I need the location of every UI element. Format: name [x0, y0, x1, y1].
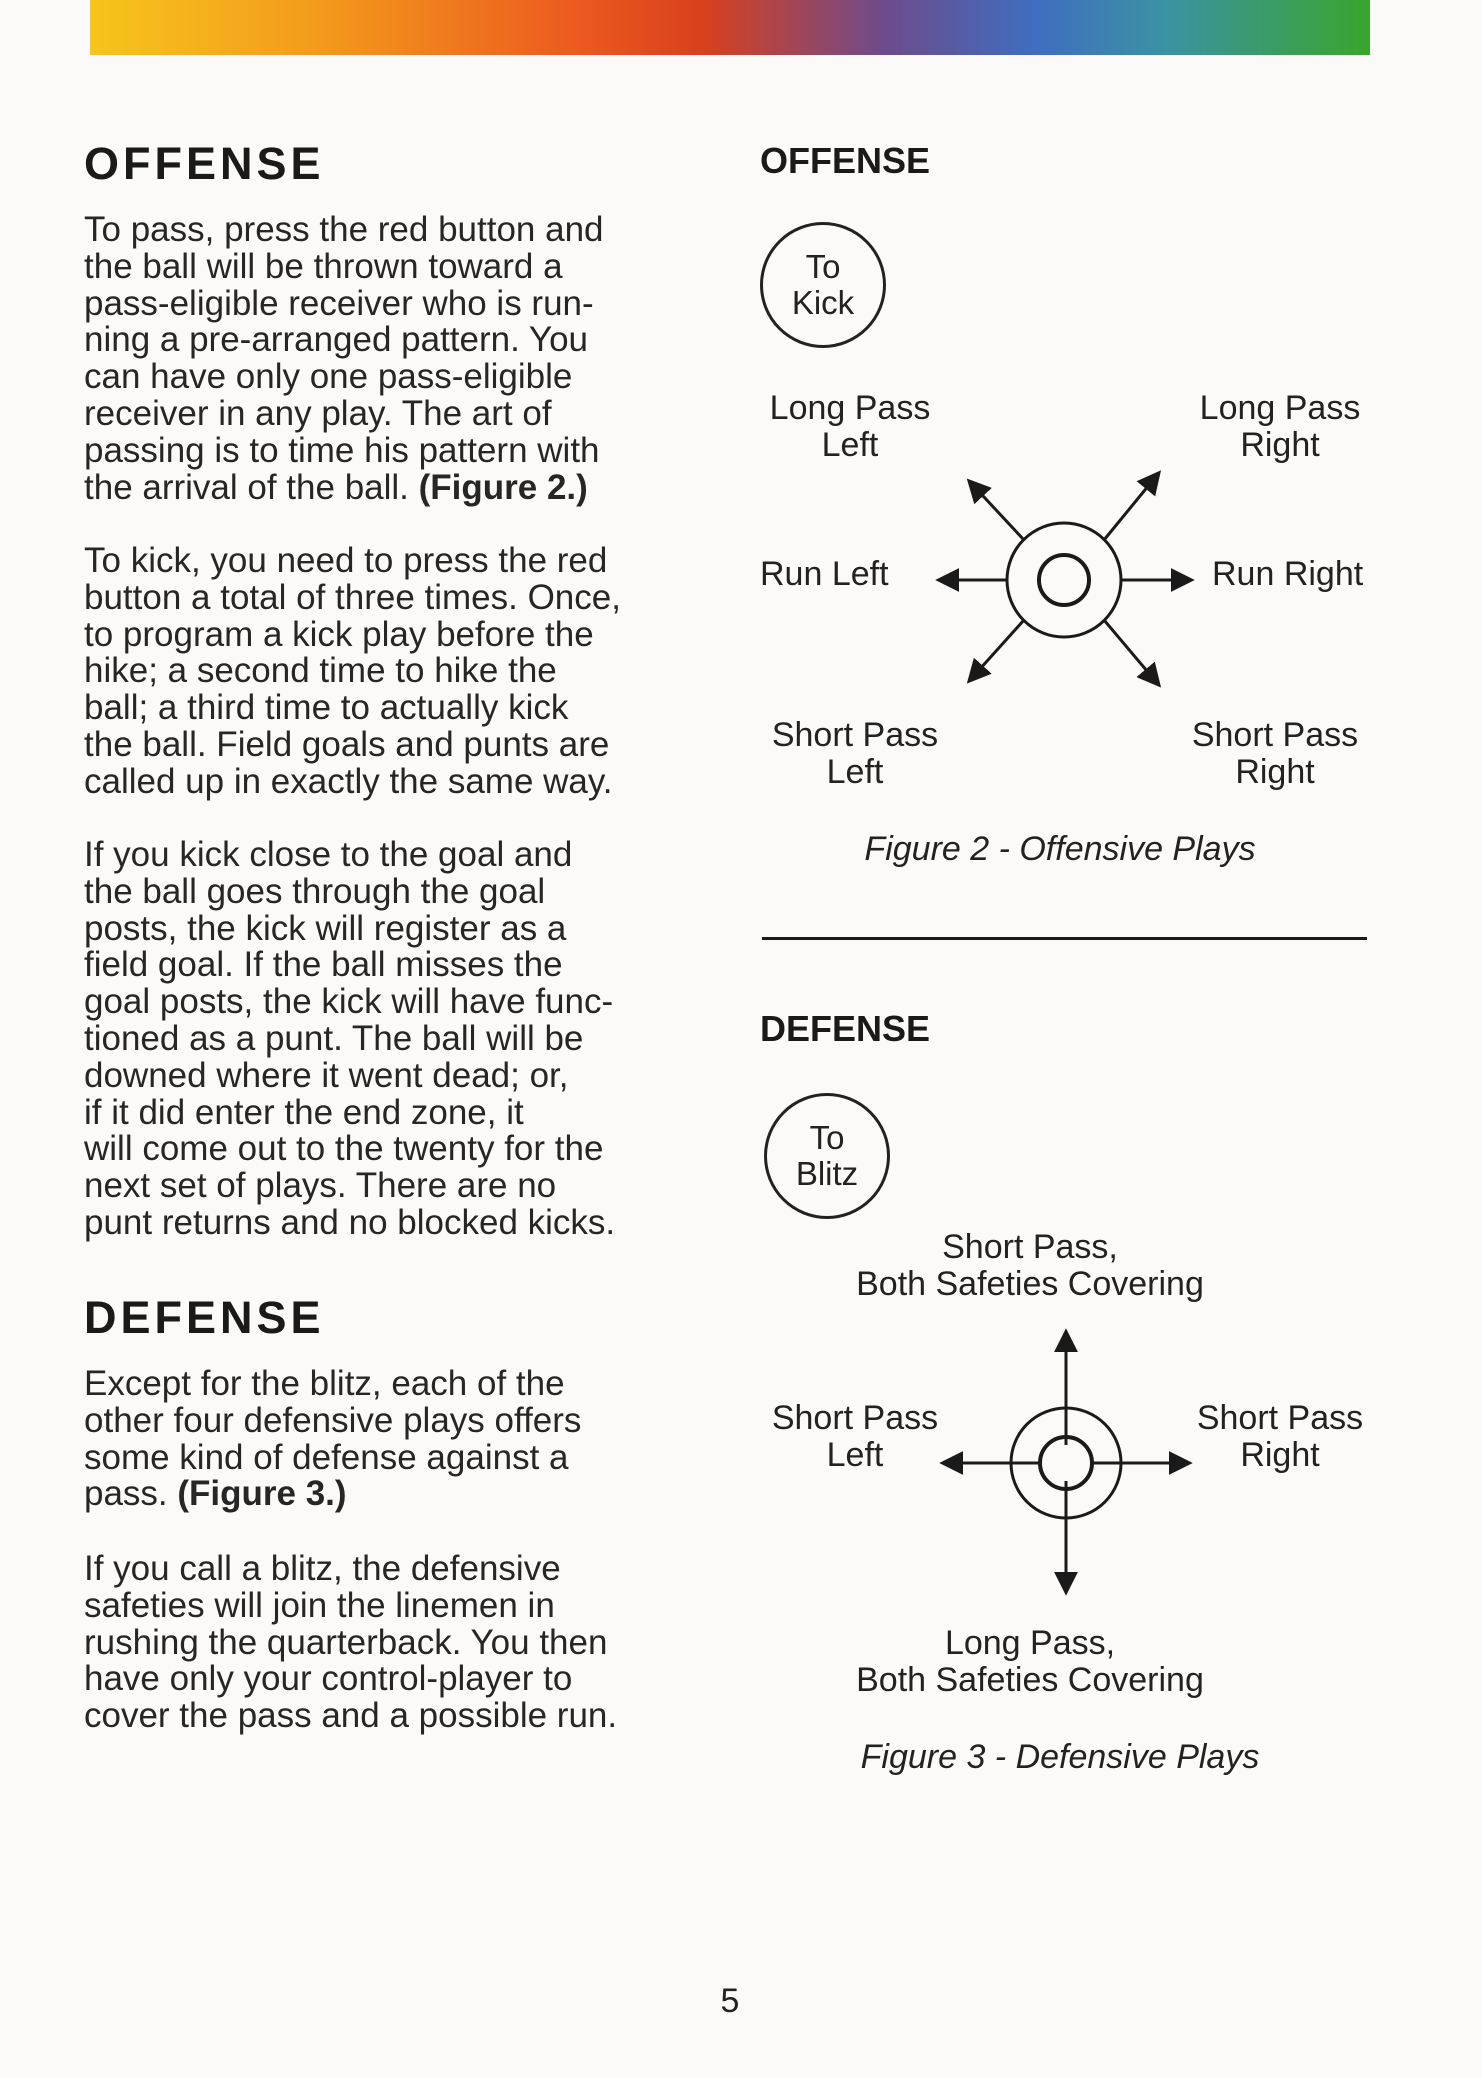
long-pass-right-arrow: [1104, 474, 1158, 540]
figure-2-reference: (Figure 2.): [418, 467, 588, 507]
defense-short-pass-left-label: Short Pass Left: [771, 1399, 939, 1474]
defense-pass-text: Except for the blitz, each of the other four defensive plays offers some kind of defense against a pass.: [84, 1364, 582, 1514]
figure-3-heading: DEFENSE: [760, 1008, 931, 1049]
to-kick-button[interactable]: To Kick: [760, 222, 886, 348]
offense-paragraph-goal: If you kick close to the goal and the ball goes through the goal posts, the kick will register as a field goal. If the ball misses the goal posts, the kick will have func- tioned as a punt. The ball will be downed where it went dead; or, if it did enter the end zone, it will come out to the twenty for the next set of plays. There are no punt returns and no blocked kicks.: [84, 835, 616, 1242]
offense-paragraph-kick: To kick, you need to press the red button a total of three times. Once, to program a kick play before the hike; a second time to hike the ball; a third time to actually kick the ball. Field goals and punts are called up in exactly the same way.: [84, 541, 621, 801]
figures-column: [760, 0, 1400, 1800]
page-number: 5: [720, 1982, 740, 2020]
defense-short-pass-right-label: Short Pass Right: [1196, 1399, 1364, 1474]
figure-2-heading: OFFENSE: [760, 140, 931, 181]
short-pass-right-arrow: [1104, 620, 1158, 684]
section-divider: [762, 937, 1367, 940]
defense-joystick-diagram: [920, 1325, 1220, 1605]
run-left-label: Run Left: [760, 555, 889, 593]
joystick-outer-ring: [1007, 523, 1121, 637]
short-pass-both-safeties-label: Short Pass, Both Safeties Covering: [856, 1228, 1204, 1303]
long-pass-both-safeties-label: Long Pass, Both Safeties Covering: [856, 1624, 1204, 1699]
offense-pass-text: To pass, press the red button and the ball will be thrown toward a pass-eligible receiver who is run- ning a pre-arranged pattern. You can have only one pass-eligible receiver in any play. The art of passing is to time his pattern with the arrival of the ball.: [84, 210, 604, 507]
to-blitz-button[interactable]: To Blitz: [764, 1093, 890, 1219]
short-pass-left-label: Short Pass Left: [771, 716, 939, 791]
defense-heading: DEFENSE: [84, 1292, 325, 1343]
short-pass-right-label: Short Pass Right: [1191, 716, 1359, 791]
long-pass-right-label: Long Pass Right: [1199, 389, 1361, 464]
figure-3-reference: (Figure 3.): [177, 1474, 347, 1514]
offense-paragraph-pass: [84, 212, 604, 506]
figure-2-caption: Figure 2 - Offensive Plays: [864, 830, 1256, 868]
joystick-knob: [1039, 555, 1089, 605]
long-pass-left-label: Long Pass Left: [769, 389, 931, 464]
defense-paragraph-blitz: If you call a blitz, the defensive safeties will join the linemen in rushing the quarterback. You then have only your control-player to cover the pass and a possible run.: [84, 1549, 618, 1736]
offense-joystick-diagram: [920, 440, 1220, 710]
defense-paragraph-pass: [84, 1366, 581, 1513]
figure-3-caption: Figure 3 - Defensive Plays: [860, 1738, 1260, 1776]
offense-heading: OFFENSE: [84, 138, 325, 189]
run-right-label: Run Right: [1212, 555, 1364, 593]
short-pass-left-arrow: [970, 620, 1024, 680]
long-pass-left-arrow: [970, 482, 1024, 540]
